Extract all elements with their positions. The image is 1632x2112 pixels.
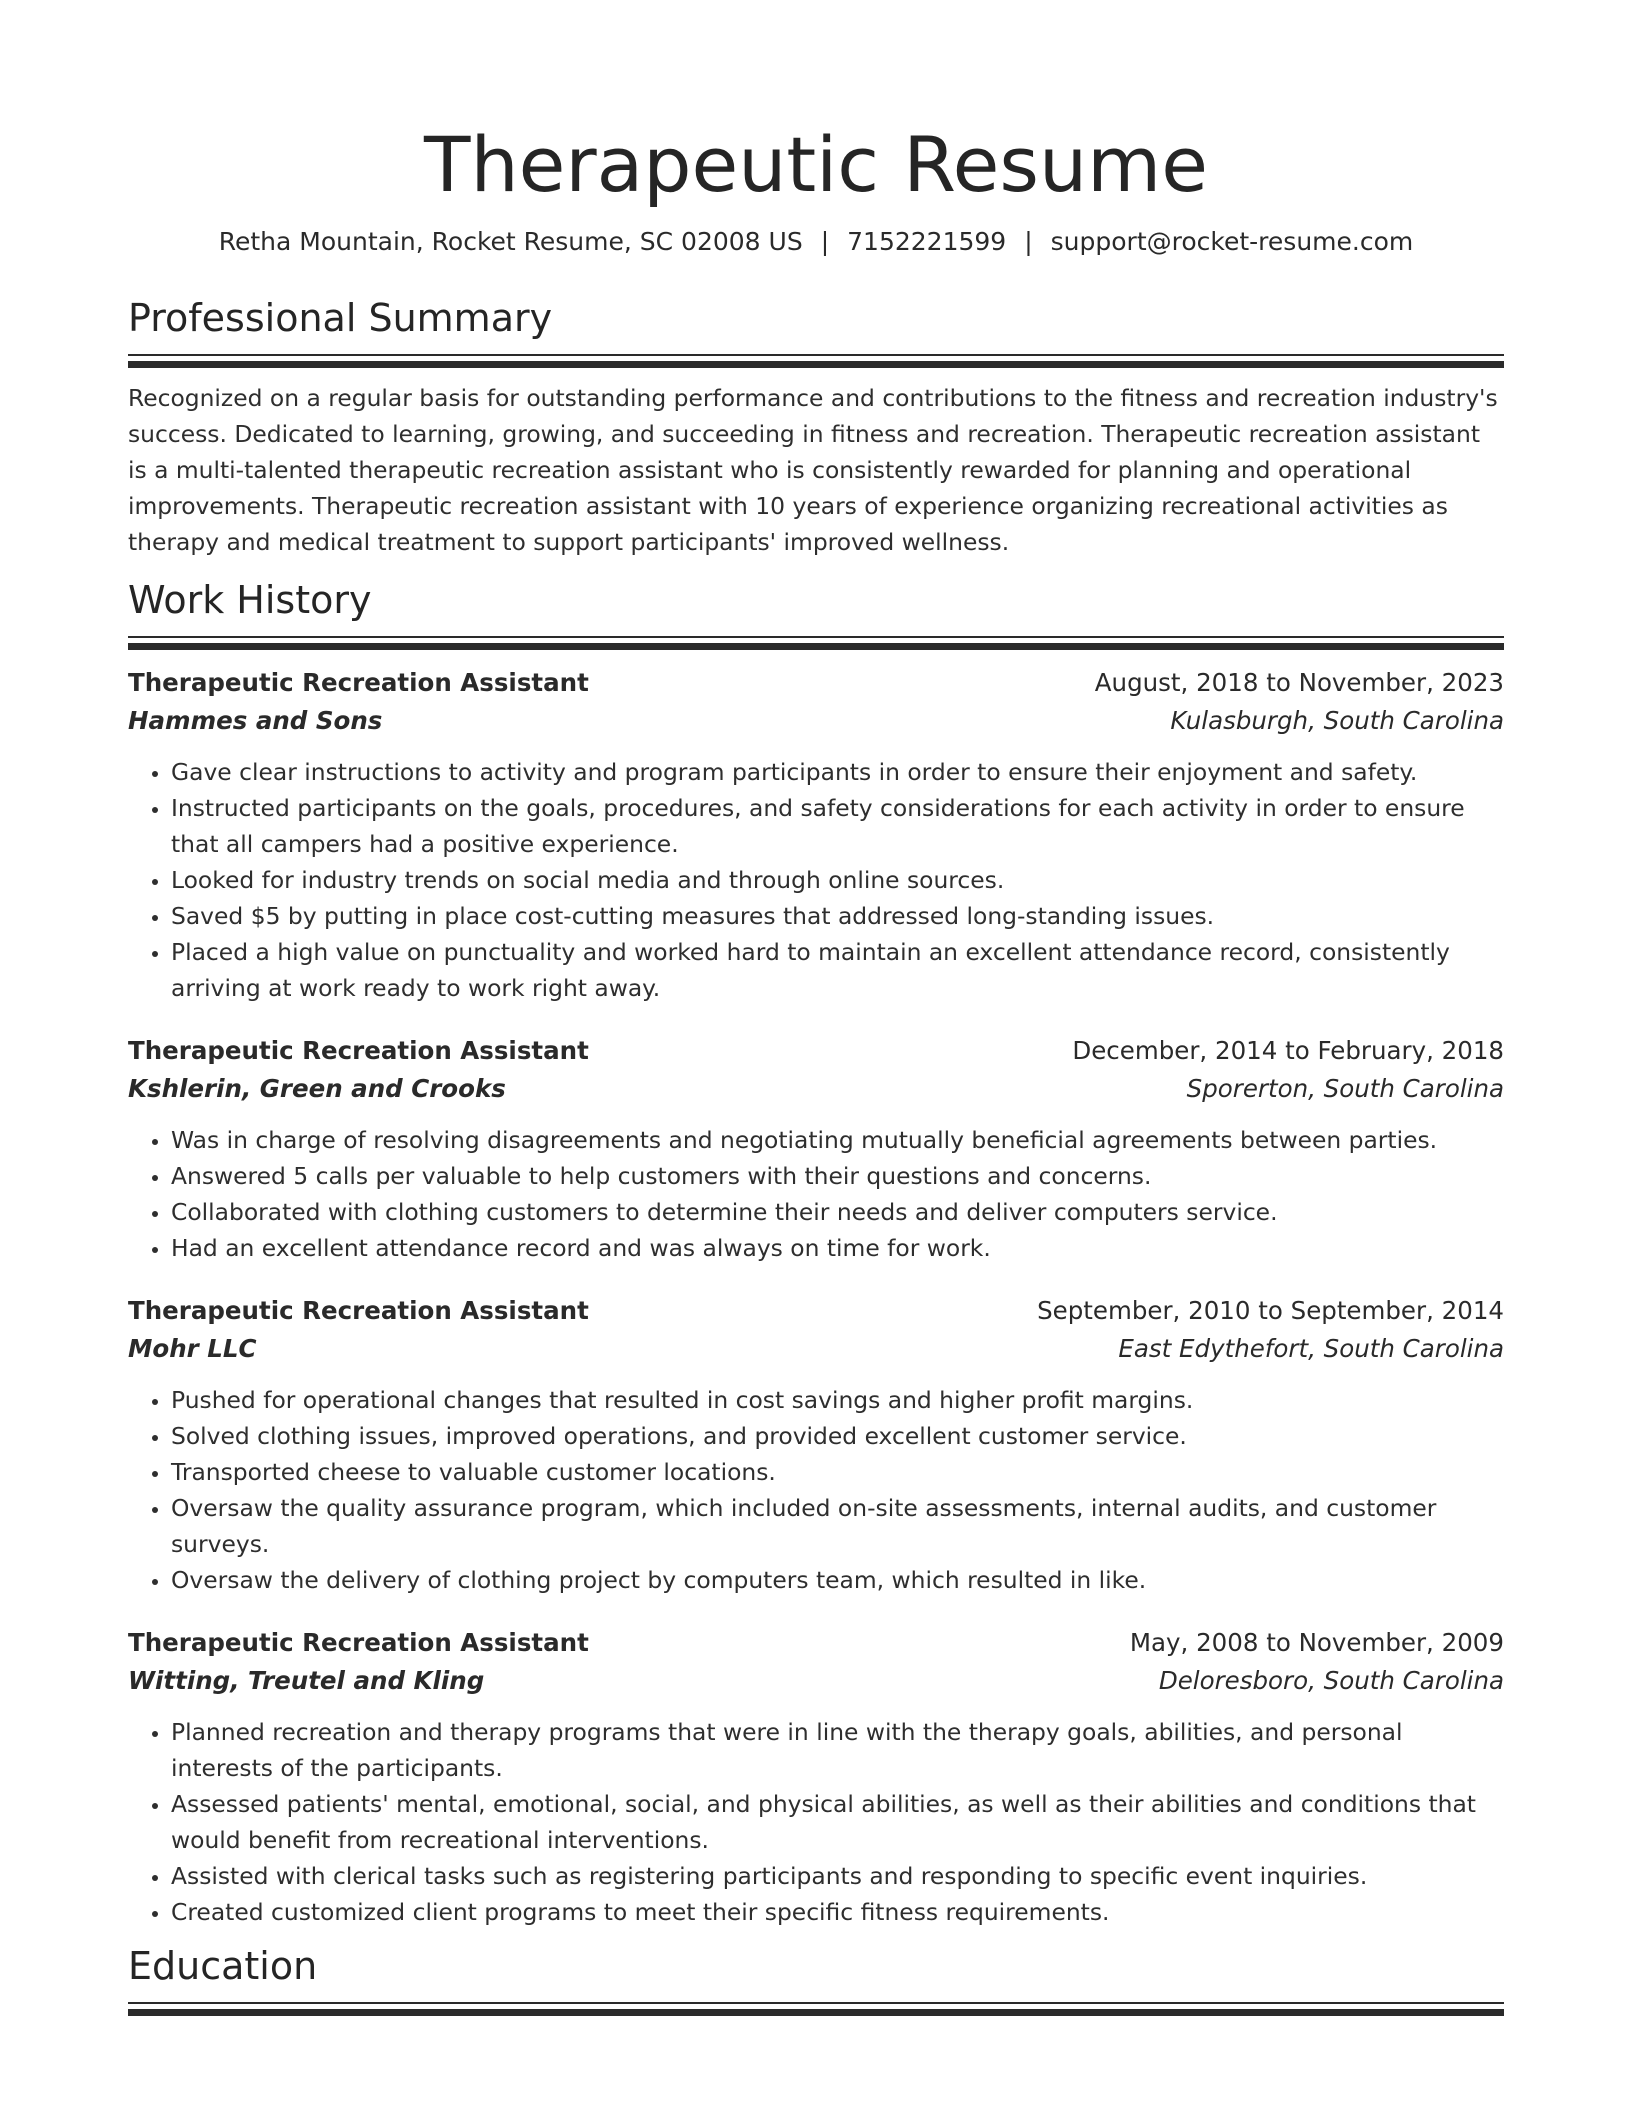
- summary-heading: Professional Summary: [128, 296, 553, 340]
- job-title: Therapeutic Recreation Assistant: [128, 1036, 589, 1065]
- job-bullet: • Had an excellent attendance record and was always on time for work.: [171, 1230, 1504, 1266]
- section-divider: [128, 354, 1504, 368]
- job-title: Therapeutic Recreation Assistant: [128, 1628, 589, 1657]
- resume-title: Therapeutic Resume: [424, 120, 1208, 209]
- job-bullet: • Collaborated with clothing customers to determine their needs and deliver computers service.: [171, 1194, 1504, 1230]
- job-bullet-list: [128, 1122, 1504, 1266]
- contact-address: Retha Mountain, Rocket Resume, SC 02008 US: [218, 227, 803, 256]
- job-title: Therapeutic Recreation Assistant: [128, 668, 589, 697]
- job-bullet: • Looked for industry trends on social media and through online sources.: [171, 862, 1504, 898]
- contact-email: support@rocket-resume.com: [1050, 227, 1414, 256]
- job-bullet-list: [128, 754, 1504, 1006]
- contact-phone: 7152221599: [847, 227, 1007, 256]
- job-location: Kulasburgh, South Carolina: [1170, 706, 1504, 735]
- job-company-row: [128, 702, 1504, 740]
- job-bullet: • Solved clothing issues, improved operations, and provided excellent customer service.: [171, 1418, 1504, 1454]
- job-location: Sporerton, South Carolina: [1186, 1074, 1504, 1103]
- job-bullet: • Placed a high value on punctuality and worked hard to maintain an excellent attendance record, consistently arriving at work ready to work right away.: [171, 934, 1504, 1006]
- job-company-row: [128, 1330, 1504, 1368]
- job-bullet: • Assessed patients' mental, emotional, social, and physical abilities, as well as their abilities and conditions that would benefit from recreational interventions.: [171, 1786, 1504, 1858]
- job-company: Witting, Treutel and Kling: [128, 1666, 485, 1695]
- job-bullet: • Assisted with clerical tasks such as registering participants and responding to specific event inquiries.: [171, 1858, 1504, 1894]
- job-dates: December, 2014 to February, 2018: [1072, 1036, 1504, 1065]
- job-company: Kshlerin, Green and Crooks: [128, 1074, 506, 1103]
- job-company-row: [128, 1070, 1504, 1108]
- job-bullet: • Saved $5 by putting in place cost-cutting measures that addressed long-standing issues.: [171, 898, 1504, 934]
- work-history-section-header: [128, 576, 1504, 650]
- job-bullet: • Transported cheese to valuable customer locations.: [171, 1454, 1504, 1490]
- job-company: Hammes and Sons: [128, 706, 383, 735]
- job-bullet: • Answered 5 calls per valuable to help customers with their questions and concerns.: [171, 1158, 1504, 1194]
- job-entry: [128, 1032, 1504, 1266]
- contact-line: [128, 224, 1504, 260]
- job-title-row: [128, 664, 1504, 702]
- job-bullet-list: [128, 1714, 1504, 1930]
- job-bullet: • Pushed for operational changes that resulted in cost savings and higher profit margins.: [171, 1382, 1504, 1418]
- contact-separator: |: [820, 227, 830, 256]
- summary-text: Recognized on a regular basis for outstanding performance and contributions to the fitness and recreation industry's success. Dedicated to learning, growing, and succeeding in fitness and recreation. Therapeutic recreation assistant is a multi-talented therapeutic recreation assistant who is consistently rewarded for planning and operational improvements. Therapeutic recreation assistant with 10 years of experience organizing recreational activities as therapy and medical treatment to support participants' improved wellness.: [128, 384, 1498, 556]
- job-bullet: • Planned recreation and therapy programs that were in line with the therapy goals, abilities, and personal interests of the participants.: [171, 1714, 1504, 1786]
- job-title-row: [128, 1292, 1504, 1330]
- job-bullet: • Instructed participants on the goals, procedures, and safety considerations for each activity in order to ensure that all campers had a positive experience.: [171, 790, 1504, 862]
- job-dates: August, 2018 to November, 2023: [1094, 668, 1504, 697]
- job-bullet-list: [128, 1382, 1504, 1598]
- job-bullet: • Gave clear instructions to activity and program participants in order to ensure their enjoyment and safety.: [171, 754, 1504, 790]
- job-company-row: [128, 1662, 1504, 1700]
- job-entry: [128, 664, 1504, 1006]
- job-bullet: • Oversaw the quality assurance program, which included on-site assessments, internal audits, and customer surveys.: [171, 1490, 1504, 1562]
- job-bullet: • Oversaw the delivery of clothing project by computers team, which resulted in like.: [171, 1562, 1504, 1598]
- section-divider: [128, 2002, 1504, 2016]
- resume-page: [128, 0, 1504, 2016]
- job-title: Therapeutic Recreation Assistant: [128, 1296, 589, 1325]
- contact-separator: |: [1024, 227, 1033, 256]
- job-dates: May, 2008 to November, 2009: [1129, 1628, 1504, 1657]
- job-dates: September, 2010 to September, 2014: [1037, 1296, 1504, 1325]
- job-bullet: • Created customized client programs to meet their specific fitness requirements.: [171, 1894, 1504, 1930]
- job-bullet: • Was in charge of resolving disagreements and negotiating mutually beneficial agreements between parties.: [171, 1122, 1504, 1158]
- education-heading: Education: [128, 1944, 318, 1988]
- job-company: Mohr LLC: [128, 1334, 257, 1363]
- job-title-row: [128, 1032, 1504, 1070]
- job-location: Deloresboro, South Carolina: [1158, 1666, 1504, 1695]
- job-location: East Edythefort, South Carolina: [1118, 1334, 1504, 1363]
- job-title-row: [128, 1624, 1504, 1662]
- job-entry: [128, 1624, 1504, 1930]
- section-divider: [128, 636, 1504, 650]
- education-section-header: [128, 1942, 1504, 2016]
- job-entry: [128, 1292, 1504, 1598]
- work-history-heading: Work History: [128, 578, 372, 622]
- summary-section-header: [128, 294, 1504, 368]
